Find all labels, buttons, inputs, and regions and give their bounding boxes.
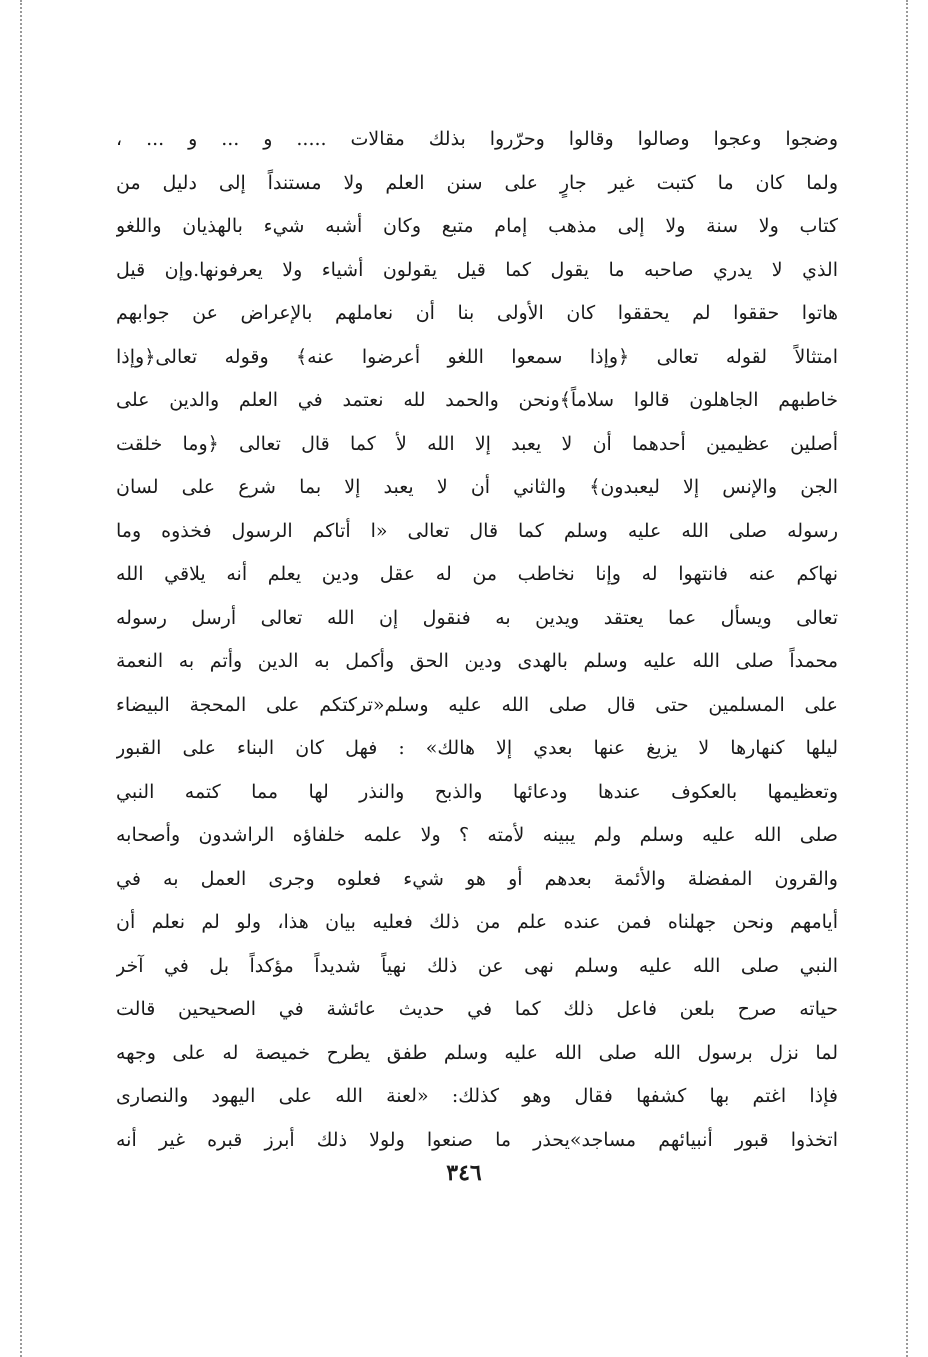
- text-line: لما نزل برسول الله صلى الله عليه وسلم طفق يطرح خميصة له على وجهه: [116, 1041, 838, 1064]
- body-text: [116, 118, 838, 1158]
- text-line: أصلين عظيمين أحدهما أن لا يعبد إلا الله لأ كما قال تعالى ﴿وما خلقت: [116, 432, 838, 455]
- text-line: الجن والإنس إلا ليعبدون﴾ والثاني أن لا يعبد إلا بما شرع على لسان: [116, 476, 838, 498]
- text-line: أيامهم ونحن جهلناه فمن عنده علم من ذلك فعليه بيان هذا، ولو لم نعلم أن: [116, 911, 838, 933]
- text-line: رسوله صلى الله عليه وسلم كما قال تعالى «ا أتاكم الرسول فخذوه وما: [116, 519, 838, 542]
- text-line: وتعظيمها بالعكوف عندها ودعائها والذبح والنذر لها مما كتمه النبي: [116, 780, 838, 803]
- text-line: كتاب ولا سنة ولا إلى مذهب إمام متبع وكان أشبه شيء بالهذيان واللغو: [116, 215, 838, 237]
- text-line: تعالى ويسأل عما يعتقد ويدين به فنقول إن الله تعالى أرسل رسوله: [116, 606, 838, 629]
- text-line: هاتوا حققوا لم يحققوا كان الأولى بنا أن نعاملهم بالإعراض عن جوابهم: [116, 302, 838, 324]
- text-line: والقرون المفضلة والأئمة بعدهم أو هو شيء فعلوه وجرى العمل به في: [116, 867, 838, 890]
- text-line: خاطبهم الجاهلون قالوا سلاماً﴾ونحن والحمد لله نعتمد في العلم والدين على: [116, 389, 838, 411]
- text-line: نهاكم عنه فانتهوا له وإنا نخاطب من له عقل ودين يعلم أنه يلاقي الله: [116, 563, 838, 585]
- text-line: النبي صلى الله عليه وسلم نهى عن ذلك نهياً شديداً مؤكداً بل في آخر: [116, 954, 838, 977]
- text-line: محمداً صلى الله عليه وسلم بالهدى ودين الحق وأكمل به الدين وأتم به النعمة: [116, 650, 838, 672]
- text-line: اتخذوا قبور أنبيائهم مساجد»يحذر ما صنعوا ولولا ذلك أبرز قبره غير أنه: [116, 1128, 838, 1151]
- text-line: وضجوا وعجوا وصالوا وقالوا وحرّروا بذلك مقالات ..... و ... و ... ،: [116, 128, 838, 150]
- text-line: حياته صرح بلعن فاعل ذلك كما في حديث عائشة في الصحيحين قالت: [116, 998, 838, 1020]
- text-line: صلى الله عليه وسلم ولم يبينه لأمته ؟ ولا علمه خلفاؤه الراشدون وأصحابه: [116, 824, 838, 846]
- text-line: على المسلمين حتى قال صلى الله عليه وسلم«تركتكم على المحجة البيضاء: [116, 693, 838, 716]
- right-dotted-margin-rule: [906, 0, 908, 1357]
- text-line: الذي لا يدري صاحبه ما يقول كما قيل يقولون أشياء ولا يعرفونها.وإن قيل: [116, 258, 838, 281]
- left-dotted-margin-rule: [20, 0, 22, 1357]
- text-line: ليلها كنهارها لا يزيغ عنها بعدي إلا هالك» : فهل كان البناء على القبور: [116, 737, 838, 759]
- text-line: فإذا اغتم بها كشفها فقال وهو كذلك: «لعنة الله على اليهود والنصارى: [116, 1085, 838, 1107]
- text-line: امتثالاً لقوله تعالى ﴿وإذا سمعوا اللغو أعرضوا عنه﴾ وقوله تعالى﴿وإذا: [116, 345, 838, 368]
- text-line: ولما كان ما كتبت غير جارٍ على سنن العلم ولا مستنداً إلى دليل من: [116, 171, 838, 194]
- page-number: ٣٤٦: [446, 1160, 482, 1186]
